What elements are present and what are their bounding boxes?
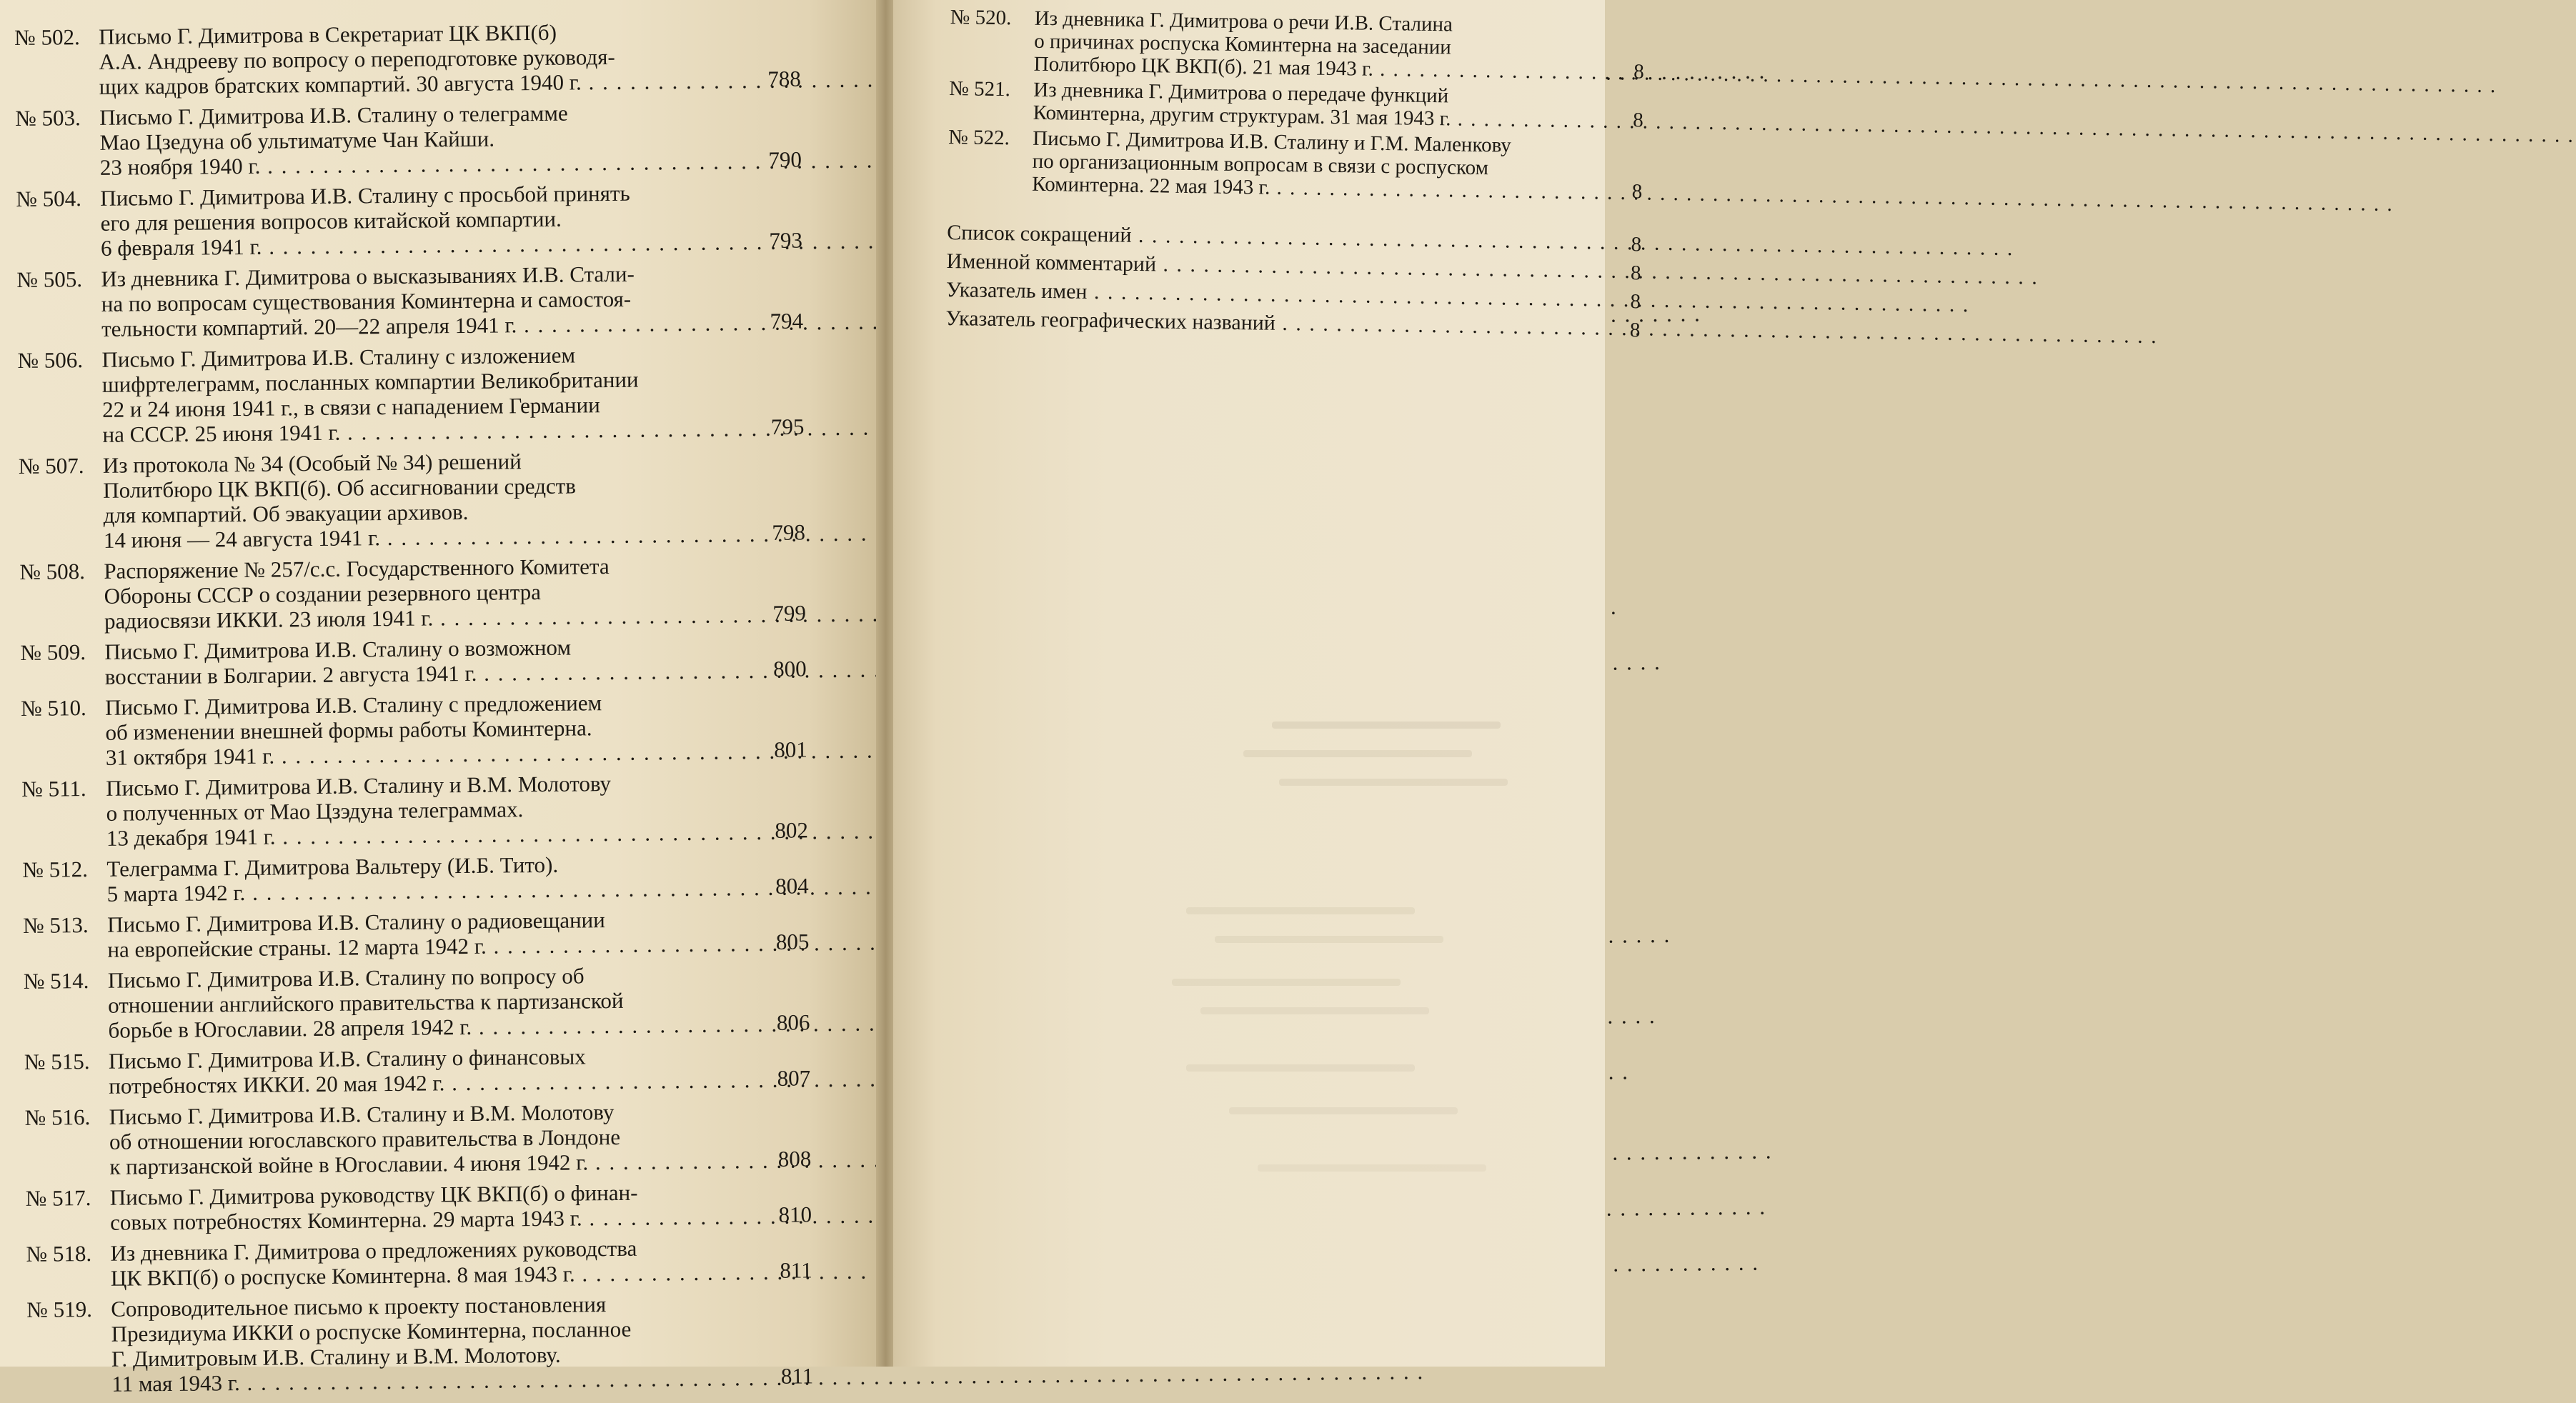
title-line: Письмо Г. Димитрова И.В. Сталину и В.М. Молотову (106, 771, 612, 801)
title-line: совых потребностях Коминтерна. 29 марта 1943 г. . . . (110, 1194, 1766, 1235)
title-line: отношении английского правительства к партизанской (108, 987, 624, 1018)
title-line: 31 октября 1941 г. . . . (106, 732, 1459, 770)
title-line: Из дневника Г. Димитрова о высказываниях И.В. Стали- (101, 261, 635, 291)
page-number: 811 (780, 1257, 812, 1283)
page-number: 804 (775, 873, 809, 899)
title-line: 11 мая 1943 г. . . . (111, 1359, 1424, 1397)
page-number: 806 (776, 1009, 810, 1035)
title-line: Коминтерна. 22 мая 1943 г. . . . (1032, 173, 2394, 216)
document-number: № 512. (22, 857, 89, 882)
title-line: 13 декабря 1941 г. . . . (106, 813, 1460, 851)
document-number: № 517. (25, 1185, 91, 1211)
page-number: 795 (770, 414, 805, 439)
toc-entry (16, 259, 803, 342)
title-line: Коминтерна, другим структурам. 31 мая 1943 г. . . . (1033, 101, 2575, 147)
page-number: 802 (775, 817, 809, 843)
title-line: щих кадров братских компартий. 30 августа 1940 г. . . . (99, 58, 1766, 99)
document-number: № 502. (14, 24, 80, 50)
title-line: на СССР. 25 июня 1941 г. . . . (102, 409, 1525, 447)
page-number: 793 (769, 227, 803, 253)
title-line: на европейские страны. 12 марта 1942 г. . . . (107, 922, 1671, 962)
toc-entry (21, 688, 807, 771)
toc-entry (16, 179, 802, 261)
title-line: радиосвязи ИККИ. 23 июля 1941 г. . . . (104, 594, 1618, 634)
apparatus-label: Именной комментарий . . . (946, 249, 2039, 289)
title-line: А.А. Андрееву по вопросу о переподготовке руководя- (99, 44, 615, 74)
title-line: Письмо Г. Димитрова в Секретариат ЦК ВКП(б) (98, 19, 557, 49)
document-number: № 516. (24, 1104, 91, 1130)
page-number: 808 (777, 1146, 812, 1172)
title-line: Письмо Г. Димитрова И.В. Сталину о радиовещании (106, 907, 605, 937)
title-line: Письмо Г. Димитрова И.В. Сталину о телеграмме (99, 100, 568, 130)
document-number: № 506. (17, 347, 84, 373)
document-number: № 519. (26, 1297, 93, 1322)
apparatus-label: Указатель географических названий . . . (945, 306, 2158, 348)
page-number: 801 (774, 737, 807, 762)
title-line: Обороны СССР о создании резервного центра (104, 579, 542, 609)
toc-entry (25, 1097, 812, 1180)
title-line: Письмо Г. Димитрова И.В. Сталину с предложением (105, 690, 602, 720)
title-line: Письмо Г. Димитрова И.В. Сталину о возможном (104, 634, 572, 664)
title-line: Письмо Г. Димитрова И.В. Сталину и В.М. Молотову (109, 1099, 615, 1129)
title-line: Политбюро ЦК ВКП(б). Об ассигновании средств (103, 473, 577, 503)
page-number: 805 (775, 929, 810, 954)
title-line: 23 ноября 1940 г. . . . (100, 142, 1445, 180)
title-line: об отношении югославского правительства в Лондоне (109, 1124, 621, 1154)
left-page (0, 0, 879, 1397)
page-number: 8 (1630, 290, 1641, 314)
toc-entry (26, 1178, 812, 1236)
apparatus-label: Список сокращений . . . (947, 221, 2014, 260)
page-number: 788 (767, 66, 801, 91)
toc-entry (26, 1289, 813, 1397)
title-line: Телеграмма Г. Димитрова Вальтеру (И.Б. Тито). (106, 852, 559, 882)
page-number: 790 (768, 146, 802, 172)
page-number: 807 (777, 1065, 811, 1091)
toc-entry (14, 17, 801, 100)
title-line: тельности компартий. 20—22 апреля 1941 г. . . . (101, 301, 1701, 341)
title-line: Письмо Г. Димитрова И.В. Сталину о финансовых (108, 1044, 586, 1074)
document-number: № 503. (15, 105, 81, 131)
page-number: 8 (1632, 109, 1643, 132)
document-number: № 522. (948, 125, 1010, 150)
title-line: 14 июня — 24 августа 1941 г. . . . (104, 514, 1565, 553)
title-line: Письмо Г. Димитрова И.В. Сталину с просьбой принять (100, 180, 630, 211)
title-line: об изменении внешней формы работы Коминтерна. (105, 715, 592, 745)
title-line: Из дневника Г. Димитрова о предложениях руководства (110, 1235, 637, 1266)
title-line: восстании в Болгарии. 2 августа 1941 г. . . . (105, 649, 1661, 689)
title-line: Мао Цзедуна об ультиматуме Чан Кайши. (99, 126, 495, 155)
right-page (893, 0, 1644, 1367)
title-line: по организационным вопросам в связи с роспуском (1032, 149, 1489, 180)
title-line: Письмо Г. Димитрова руководству ЦК ВКП(б) о финан- (109, 1179, 638, 1210)
title-line: о полученных от Мао Цзэдуна телеграммах. (106, 797, 524, 826)
toc-right-entries (948, 6, 1644, 204)
document-number: № 514. (23, 968, 89, 994)
title-line: его для решения вопросов китайской компартии. (100, 206, 562, 236)
title-line: Письмо Г. Димитрова И.В. Сталину по вопросу об (107, 963, 585, 993)
title-line: 22 и 24 июня 1941 г., в связи с нападением Германии (102, 392, 600, 422)
toc-entry (19, 551, 806, 634)
toc-entry (24, 961, 810, 1044)
toc-entry (21, 769, 808, 852)
page-number: 811 (780, 1363, 814, 1389)
title-line: ЦК ВКП(б) о роспуске Коминтерна. 8 мая 1943 г. . . . (111, 1250, 1760, 1291)
title-line: 5 марта 1942 г. . . . (107, 869, 1430, 907)
document-number: № 507. (18, 453, 84, 479)
title-line: 6 февраля 1941 г. . . . (101, 223, 1446, 261)
title-line: борьбе в Югославии. 28 апреля 1942 г. . . . (108, 1003, 1656, 1043)
toc-entry (950, 6, 1644, 84)
toc-entry (948, 125, 1643, 204)
page-number: 8 (1633, 60, 1644, 84)
document-number: № 511. (21, 776, 86, 802)
toc-entry (26, 1234, 812, 1292)
document-number: № 509. (20, 639, 86, 665)
title-line: Из протокола № 34 (Особый № 34) решений (102, 449, 522, 478)
title-line: Президиума ИККИ о роспуске Коминтерна, посланное (111, 1316, 632, 1347)
title-line: Сопроводительное письмо к проекту постановления (111, 1292, 607, 1322)
page-number: 810 (778, 1202, 812, 1227)
title-line: шифртелеграмм, посланных компартии Великобритании (101, 366, 639, 397)
page-number: 799 (772, 600, 807, 626)
title-line: Из дневника Г. Димитрова о передаче функций (1033, 78, 1449, 108)
toc-entry (949, 76, 1643, 133)
page-number: 8 (1631, 233, 1642, 256)
toc-entry (19, 446, 805, 554)
apparatus-list (945, 219, 1642, 343)
document-number: № 515. (24, 1049, 90, 1074)
title-line: Распоряжение № 257/с.с. Государственного Комитета (104, 554, 610, 584)
document-number: № 518. (26, 1241, 92, 1267)
title-line: Письмо Г. Димитрова И.В. Сталину и Г.М. Маленкову (1033, 126, 1512, 157)
document-number: № 504. (16, 186, 82, 211)
toc-right-column (945, 6, 1644, 343)
title-line: Г. Димитровым И.В. Сталину и В.М. Молотову. (111, 1342, 561, 1372)
title-line: Письмо Г. Димитрова И.В. Сталину с изложением (101, 342, 576, 372)
toc-entry (23, 905, 810, 963)
title-line: о причинах роспуска Коминтерна на заседании (1034, 29, 1452, 59)
title-line: для компартий. Об эвакуации архивов. (103, 499, 469, 528)
toc-entry (20, 632, 807, 690)
page-number: 8 (1629, 319, 1641, 342)
toc-entry (22, 849, 809, 907)
title-line: Политбюро ЦК ВКП(б). 21 мая 1943 г. . . . (1034, 53, 2497, 97)
document-number: № 513. (22, 912, 89, 938)
title-line: потребностях ИККИ. 20 мая 1942 г. . . . (109, 1059, 1629, 1098)
title-line: на по вопросам существования Коминтерна и самостоя- (101, 286, 632, 316)
toc-entry (17, 340, 804, 448)
page-number: 8 (1630, 261, 1641, 285)
page-number: 798 (772, 519, 806, 545)
toc-left-column (14, 17, 813, 1402)
apparatus-label: Указатель имен . . . (946, 278, 1970, 316)
page-number: 8 (1631, 180, 1643, 204)
toc-entry (24, 1042, 811, 1099)
document-number: № 508. (19, 559, 86, 584)
page-number: 794 (770, 308, 804, 334)
document-number: № 520. (950, 6, 1012, 30)
title-line: к партизанской войне в Югославии. 4 июня 1942 г. . . . (109, 1138, 1773, 1179)
show-through-text (1272, 722, 1501, 729)
document-number: № 521. (949, 76, 1011, 101)
toc-entry (15, 98, 802, 181)
page-number: 800 (773, 656, 807, 681)
document-number: № 505. (16, 266, 83, 292)
document-number: № 510. (21, 695, 86, 721)
title-line: Из дневника Г. Димитрова о речи И.В. Сталина (1034, 6, 1453, 36)
